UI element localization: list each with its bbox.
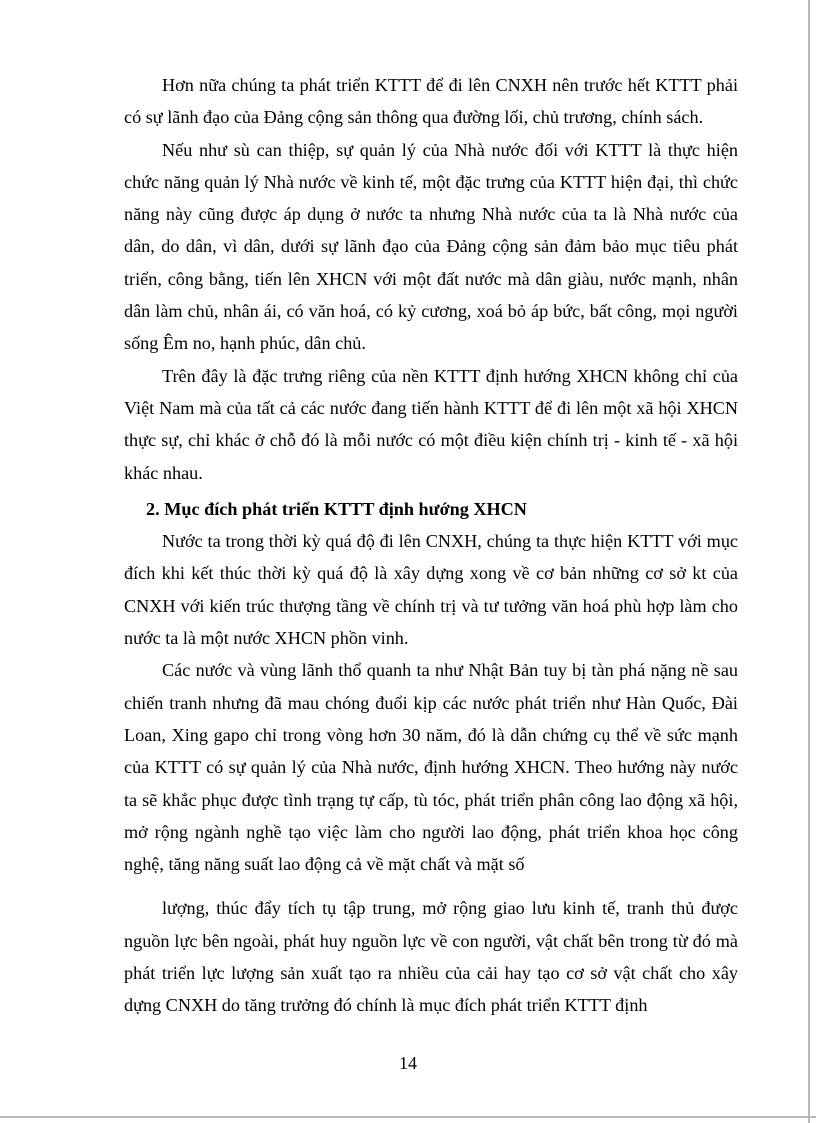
- paragraph-purpose: Nước ta trong thời kỳ quá độ đi lên CNXH, chúng ta thực hiện KTTT với mục đích khi kết thúc thời kỳ quá độ là xây dựng xong về cơ bản những cơ sở kt của CNXH với kiến trúc thượng tầng về chính trị và tư tưởng văn hoá phù hợp làm cho nước ta là một nước XHCN phồn vinh.: [124, 531, 738, 649]
- paragraph-characteristics-summary: Trên đây là đặc trưng riêng của nền KTTT định hướng XHCN không chỉ của Việt Nam mà của tất cả các nước đang tiến hành KTTT để đi lên một xã hội XHCN thực sự, chỉ khác ở chỗ đó là mỗi nước có một điều kiện chính trị - kinh tế - xã hội khác nhau.: [124, 365, 738, 483]
- paragraph-regional-examples: Các nước và vùng lãnh thổ quanh ta như Nhật Bản tuy bị tàn phá nặng nề sau chiến tranh nhưng đã mau chóng đuổi kịp các nước phát triển như Hàn Quốc, Đài Loan, Xing gapo chỉ trong vòng hơn 30 năm, đó là dẫn chứng cụ thể về sức mạnh của KTTT có sự quản lý của Nhà nước, định hướng XHCN. Theo hướng này nước ta sẽ khắc phục được tình trạng tự cấp, tù tóc, phát triển phân công lao động xã hội, mở rộng ngành nghề tạo việc làm cho người lao động, phát triển khoa học công nghệ, tăng năng suất lao động cả về mặt chất và mặt số: [124, 660, 738, 875]
- page-number: 14: [399, 1053, 417, 1073]
- paragraph-party-leadership: Hơn nữa chúng ta phát triển KTTT để đi lên CNXH nên trước hết KTTT phải có sự lãnh đạo của Đảng cộng sản thông qua đường lối, chủ trương, chính sách.: [124, 75, 738, 128]
- page-edge-right: [808, 0, 810, 1123]
- page-edge-bottom: [0, 1116, 816, 1118]
- section-heading: 2. Mục đích phát triển KTTT định hướng XHCN: [146, 498, 527, 519]
- paragraph-state-management: Nếu như sù can thiệp, sự quản lý của Nhà nước đối với KTTT là thực hiện chức năng quản lý Nhà nước về kinh tế, một đặc trưng của KTTT hiện đại, thì chức năng này cũng được áp dụng ở nước ta nhưng Nhà nước của ta là Nhà nước của dân, do dân, vì dân, dưới sự lãnh đạo của Đảng cộng sản đảm bảo mục tiêu phát triển, công bằng, tiến lên XHCN với một đất nước mà dân giàu, nước mạnh, nhân dân làm chủ, nhân ái, có văn hoá, có kỷ cương, xoá bỏ áp bức, bất công, mọi người sống Êm no, hạnh phúc, dân chủ.: [124, 139, 738, 354]
- page-body: [124, 69, 738, 1022]
- paragraph-continuation: lượng, thúc đẩy tích tụ tập trung, mở rộng giao lưu kinh tế, tranh thủ được nguồn lực bên ngoài, phát huy nguồn lực về con người, vật chất bên trong từ đó mà phát triển lực lượng sản xuất tạo ra nhiều của cải hay tạo cơ sở vật chất cho xây dựng CNXH do tăng trưởng đó chính là mục đích phát triển KTTT định: [124, 898, 738, 1016]
